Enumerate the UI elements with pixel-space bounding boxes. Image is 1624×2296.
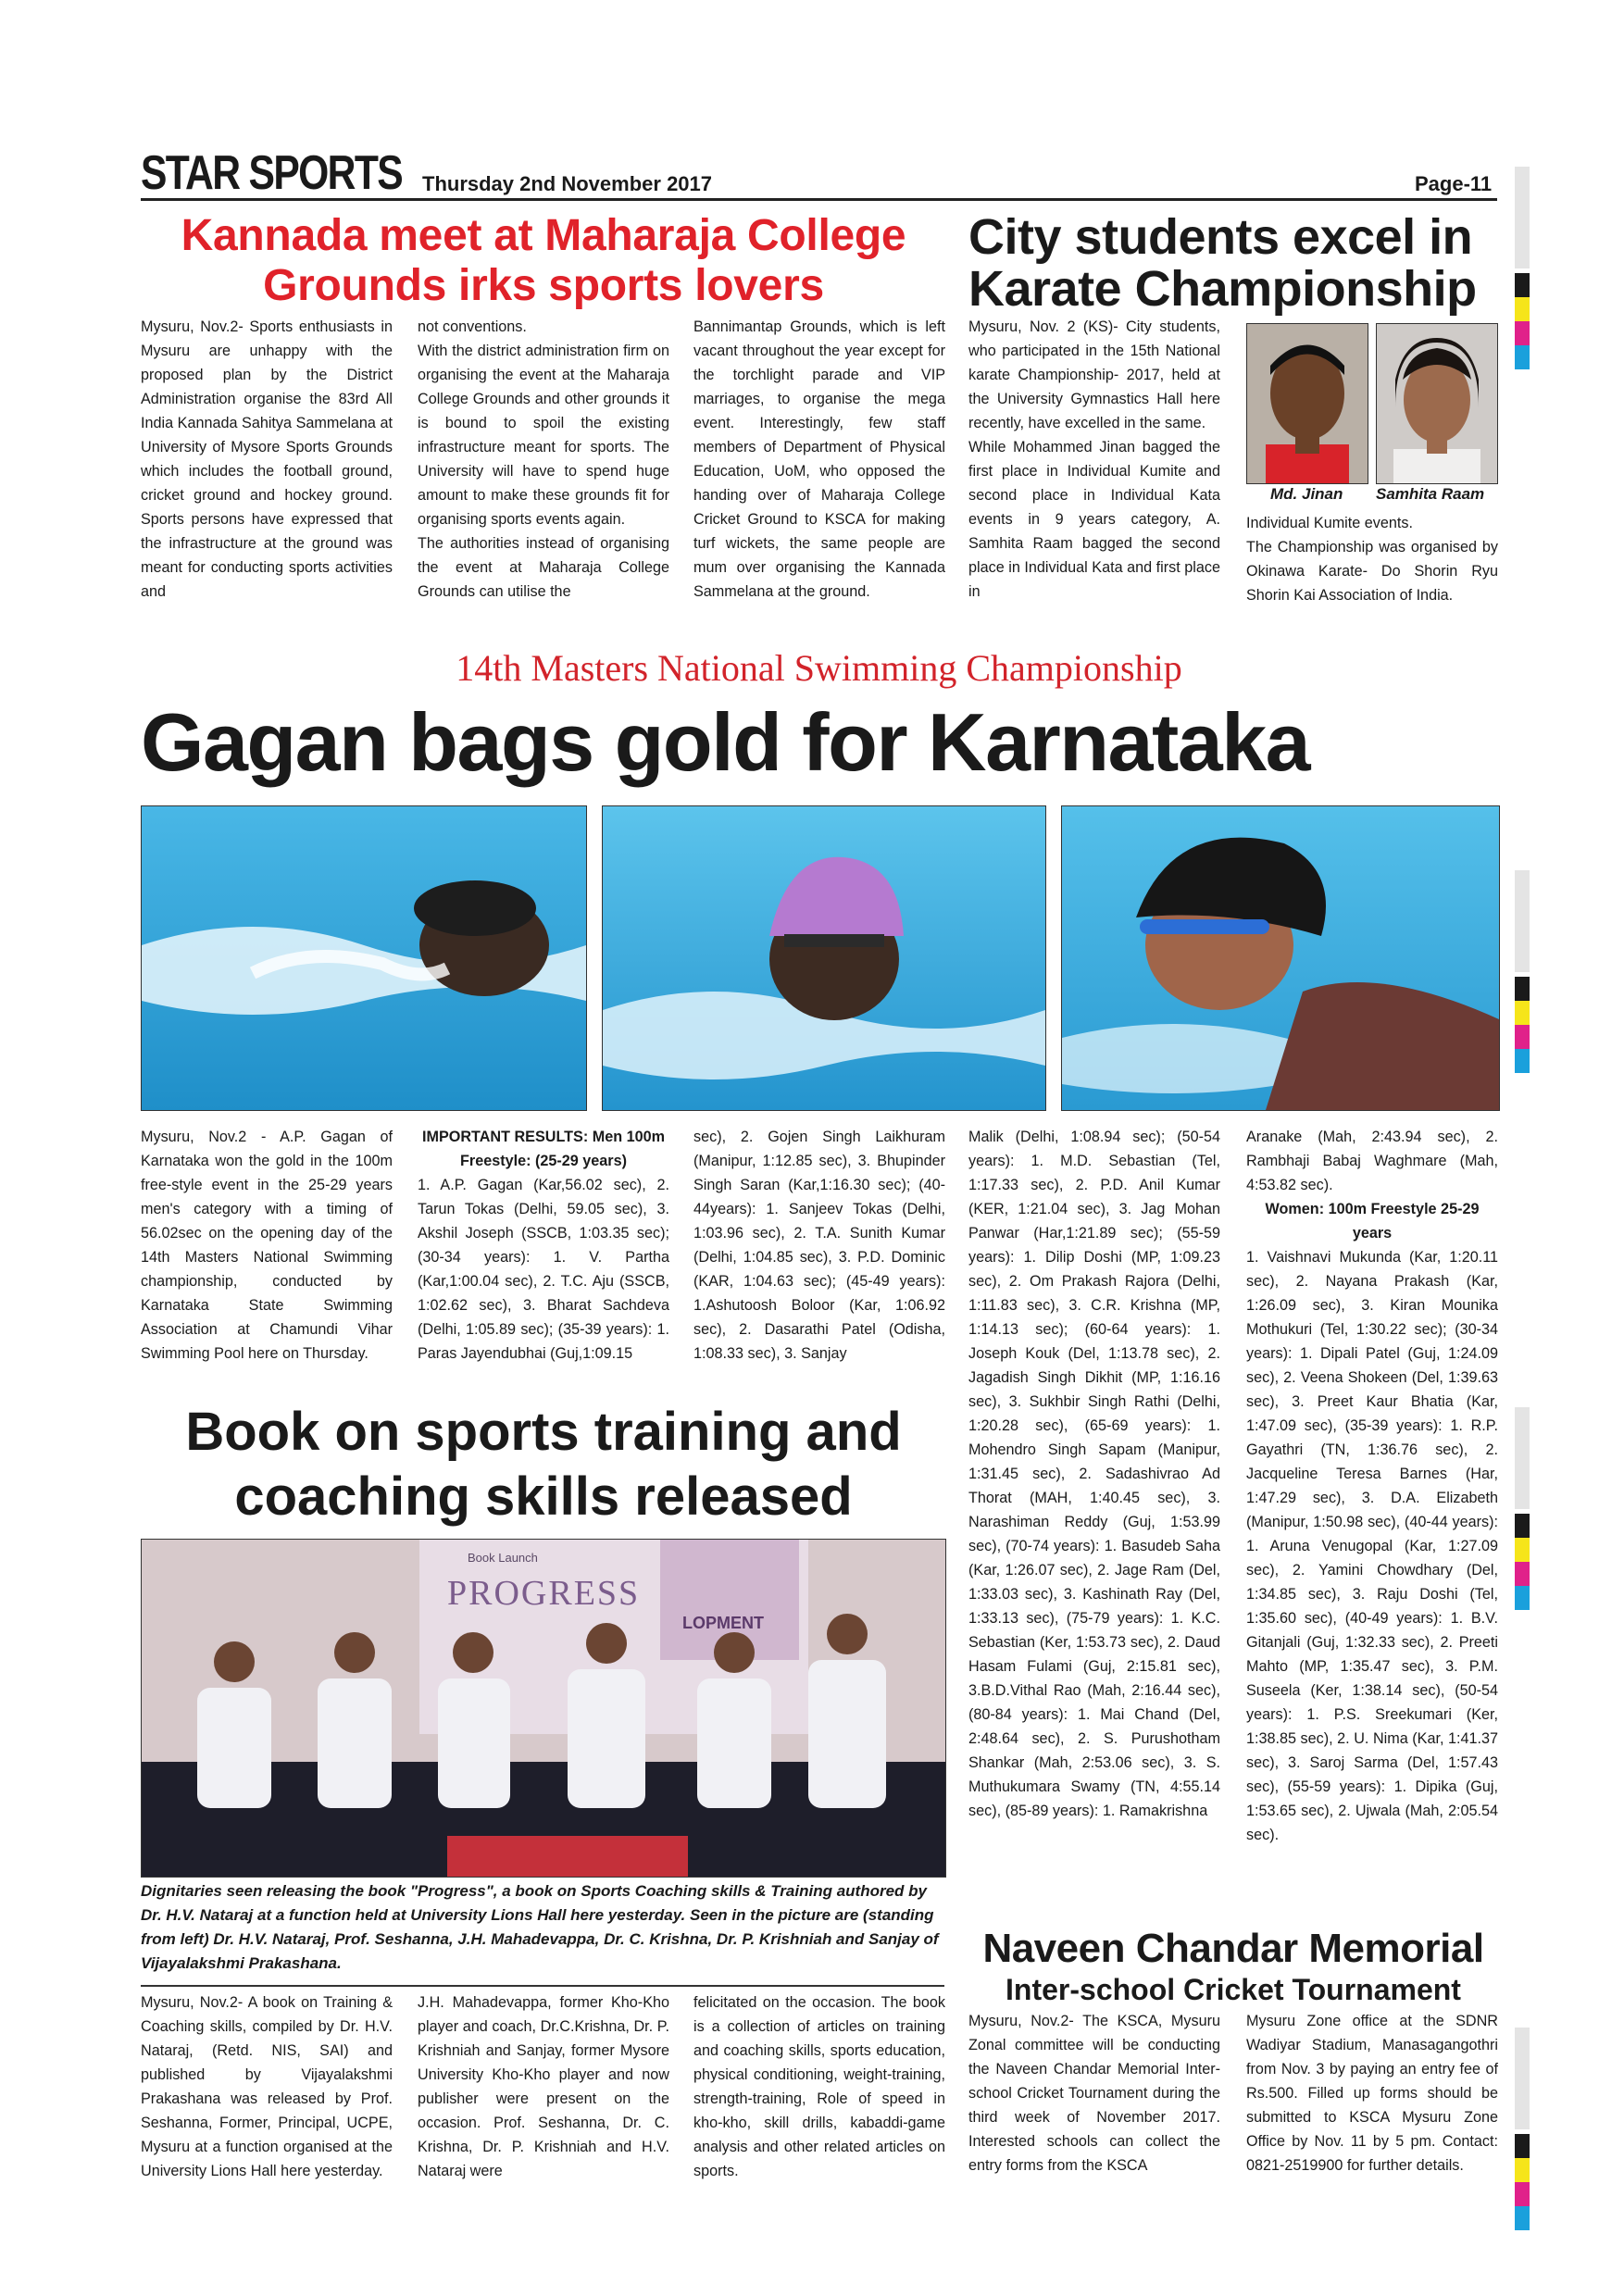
portrait-samhita-raam: [1376, 323, 1498, 484]
article-gagan-col4: Malik (Delhi, 1:08.94 sec); (50-54 years): 1. M.D. Sebastian (Tel, 1:17.33 sec), 2. P.D. Anil Kumar (KER, 1:21.04 sec), 3. Jag Mohan Panwar (Har,1:21.89 sec); (55-59 years): 1. Dilip Doshi (MP, 1:09.23 sec), 2. Om Prakash Rajora (Delhi, 1:11.83 sec), 3. C.R. Krishna (MP, 1:14.13 sec); (60-64 years): 1. Joseph Kouk (Del, 1:13.78 sec), 2. Jagadish Singh Dikhit (MP, 1:16.16 sec), 3. Sukhbir Singh Rathi (Delhi, 1:20.28 sec), (65-69 years): 1. Mohendro Singh Sapam (Manipur, 1:31.45 sec), 2. Sadashivrao Ad Thorat (MAH, 1:40.45 sec), 3. Narashiman Reddy (Guj, 1:53.99 sec), (70-74 years): 1. Basudeb Saha (Kar, 1:26.07 sec), 2. Jage Ram (Del, 1:33.03 sec), 3. Kashinath Ray (Del, 1:33.13 sec), (75-79 years): 1. K.C. Sebastian (Ker, 1:53.73 sec), 2. Daud Hasam Fulami (Guj, 2:15.81 sec), 3.B.D.Vithal Rao (Mah, 2:16.44 sec), (80-84 years): 1. Mai Chand (Del, 2:48.64 sec), 2. S. Purushotham Shankar (Mah, 2:53.06 sec), 3. S. Muthukumara Swamy (TN, 4:55.14 sec), (85-89 years): 1. Ramakrishna: [968, 1129, 1220, 1819]
article-book: [141, 1400, 946, 1529]
results-men-part1: 1. A.P. Gagan (Kar,56.02 sec), 2. Tarun Tokas (Delhi, 59.05 sec), 3. Akshil Joseph (SSCB, 1:03.35 sec); (30-34 years): 1. V. Partha (Kar,1:00.04 sec), 2. T.C. Aju (SSCB, 1:02.62 sec), 3. Bharat Sachdeva (Delhi, 1:05.89 sec); (35-39 years): 1. Paras Jayendubhai (Guj,1:09.15: [418, 1177, 669, 1362]
color-bar-3: [1515, 1514, 1530, 1610]
banner-launch-text: Book Launch: [468, 1551, 538, 1565]
article-karate-col2: Individual Kumite events. The Championship was organised by Okinawa Karate- Do Shorin Ryu Shorin Kai Association of India.: [1246, 515, 1498, 604]
portrait-md-jinan: [1246, 323, 1368, 484]
headline-kannada-meet-line2: Grounds irks sports lovers: [263, 261, 824, 310]
headline-book-line1: Book on sports training and: [185, 1402, 902, 1462]
results-heading-men: IMPORTANT RESULTS: Men 100m Freestyle: (25-29 years): [421, 1129, 666, 1169]
results-men-final: Aranake (Mah, 2:43.94 sec), 2. Rambhaji Babaj Waghmare (Mah, 4:53.82 sec).: [1246, 1129, 1498, 1193]
headline-karate-line2: Karate Championship: [968, 261, 1477, 317]
kicker-swimming: 14th Masters National Swimming Championship: [456, 647, 1182, 689]
results-heading-women: Women: 100m Freestyle 25-29 years: [1265, 1201, 1480, 1242]
photo-swimmer-3: [1061, 805, 1500, 1111]
article-naveen-col2: Mysuru Zone office at the SDNR Wadiyar Stadium, Manasagangothri from Nov. 3 by paying an entry fee of Rs.500. Filled up forms should be submitted to KSCA Mysuru Zone Office by Nov. 11 by 5 pm. Contact: 0821-2519900 for further details.: [1246, 2013, 1498, 2174]
color-bar-2: [1515, 977, 1530, 1073]
article-book-col1: Mysuru, Nov.2- A book on Training & Coaching skills, compiled by Dr. H.V. Nataraj, (Retd. NIS, SAI) and published by Vijayalakshmi Prakashana was released by Prof. Seshanna, Former, Principal, UCPE, Mysuru at a function organised at the University Lions Hall here yesterday.: [141, 1994, 393, 2179]
page-number: Page-11: [1415, 172, 1493, 195]
photo-swimmer-2: [602, 805, 1046, 1111]
banner-development-text: LOPMENT: [682, 1614, 764, 1632]
article-naveen: [968, 1926, 1498, 2007]
article-karate-col1: Mysuru, Nov. 2 (KS)- City students, who participated in the 15th National karate Championship- 2017, held at the University Gymnastics Hall here recently, have excelled in the same. While Mohammed Jinan bagged the first place in Individual Kumite and second place in Individual Kata events in 9 years category, A. Samhita Raam bagged the second place in Individual Kata and first place in: [968, 318, 1220, 600]
article-gagan-col1: Mysuru, Nov.2 - A.P. Gagan of Karnataka won the gold in the 100m free-style event in the 25-29 years men's category with a timing of 56.02sec on the opening day of the 14th Masters National Swimming championship, conducted by Karnataka State Swimming Association at Chamundi Vihar Swimming Pool here on Thursday.: [141, 1129, 393, 1362]
results-women: 1. Vaishnavi Mukunda (Kar, 1:20.11 sec), 2. Nayana Prakash (Kar, 1:26.09 sec), 3. Kiran Mounika Mothukuri (Tel, 1:30.22 sec); (30-34 years): 1. Dipali Patel (Guj, 1:24.09 sec), 2. Veena Shokeen (Del, 1:39.63 sec), 3. Preet Kaur Bhatia (Kar, 1:47.09 sec), (35-39 years): 1. R.P. Gayathri (TN, 1:36.76 sec), 2. Jacqueline Teresa Barnes (Har, 1:47.29 sec), 3. D.A. Elizabeth (Manipur, 1:50.98 sec), (40-44 years): 1. Aruna Venugopal (Kar, 1:27.09 sec), 2. Yamini Chowdhary (Del, 1:34.85 sec), 3. Raju Doshi (Tel, 1:35.60 sec), (40-49 years): 1. B.V. Gitanjali (Guj, 1:32.33 sec), 2. Preeti Mahto (MP, 1:35.47 sec), 3. P.M. Suseela (Ker, 1:38.14 sec), (50-54 years): 1. P.S. Sreekumari (Ker, 1:38.85 sec), 2. U. Nima (Kar, 1:41.37 sec), 3. Saroj Sarma (Del, 1:57.43 sec), (55-59 years): 1. Dipika (Guj, 1:53.65 sec), 2. Ujwala (Mah, 2:05.54 sec).: [1246, 1249, 1498, 1843]
portrait-label-jinan: Md. Jinan: [1270, 485, 1343, 503]
brand-logo: STAR SPORTS: [141, 146, 403, 200]
photo-caption-book: Dignitaries seen releasing the book "Progress", a book on Sports Coaching skills & Training authored by Dr. H.V. Nataraj at a function held at University Lions Hall here yesterday. Seen in the picture are (standing from left) Dr. H.V. Nataraj, Prof. Seshanna, J.H. Mahadevappa, Dr. C. Krishna, Dr. P. Krishniah and Sanjay of Vijayalakshmi Prakashana.: [141, 1882, 939, 1972]
portrait-label-samhita: Samhita Raam: [1376, 485, 1485, 503]
banner-progress-text: PROGRESS: [447, 1574, 641, 1613]
issue-date: Thursday 2nd November 2017: [422, 172, 713, 195]
headline-naveen-line1: Naveen Chandar Memorial: [982, 1926, 1484, 1971]
photo-swimmer-1: [141, 805, 587, 1111]
margin-gray-bar-2: [1515, 870, 1530, 972]
headline-gagan: Gagan bags gold for Karnataka: [141, 696, 1310, 788]
article-book-col2: J.H. Mahadevappa, former Kho-Kho player and coach, Dr.C.Krishna, Dr. P. Krishniah and Sanjay, former Mysore University Kho-Kho player and now publisher were present on the occasion. Prof. Seshanna, Dr. C. Krishna, Dr. P. Krishniah and H.V. Nataraj were: [418, 1994, 669, 2179]
article-book-col3: felicitated on the occasion. The book is a collection of articles on training and coaching skills, sports education, physical conditioning, weight-training, strength-training, Role of speed in kho-kho, skill drills, kabaddi-game analysis and other related articles on sports.: [693, 1994, 945, 2179]
headline-karate-line1: City students excel in: [968, 209, 1473, 265]
headline-naveen-line2: Inter-school Cricket Tournament: [1006, 1973, 1461, 2006]
article-kannada-col3: Bannimantap Grounds, which is left vacant throughout the year except for the torchlight parade and VIP marriages, to organise the mega event. Interestingly, few staff members of Department of Physical Education, UoM, who opposed the handing over of Maharaja College Cricket Ground to KSCA for making turf wickets, the same people are mum over organising the Kannada Sammelana at the ground.: [693, 318, 945, 600]
article-gagan-col2: [418, 1125, 669, 1366]
article-kannada-col2: not conventions. With the district administration firm on organising the event at the Maharaja College Grounds and other grounds it is bound to spoil the existing infrastructure meant for sports. The University will have to spend huge amount to make these grounds fit for organising sports events again. The authorities instead of organising the event at Maharaja College Grounds can utilise the: [418, 318, 669, 600]
article-kannada-col1: Mysuru, Nov.2- Sports enthusiasts in Mysuru are unhappy with the proposed plan by the District Administration organise the 83rd All India Kannada Sahitya Sammelana at University of Mysore Sports Grounds which includes the football ground, cricket ground and hockey ground. Sports persons have expressed that the infrastructure at the ground was meant for conducting sports activities and: [141, 318, 393, 600]
margin-gray-bar-1: [1515, 167, 1530, 268]
article-karate: [968, 211, 1500, 315]
color-bar-4: [1515, 2134, 1530, 2230]
headline-book-line2: coaching skills released: [234, 1466, 853, 1527]
headline-kannada-meet-line1: Kannada meet at Maharaja College: [181, 211, 906, 260]
caption-rule: [141, 1985, 944, 1987]
article-kannada-meet: [141, 211, 946, 311]
color-bar-1: [1515, 273, 1530, 369]
margin-gray-bar-4: [1515, 2028, 1530, 2129]
article-gagan-col3: sec), 2. Gojen Singh Laikhuram (Manipur, 1:12.85 sec), 3. Bhupinder Singh Saran (Kar,1:16.30 sec); (40-44years): 1. Sanjeev Tokas (Delhi, 1:03.96 sec), 2. T.A. Sunith Kumar (Delhi, 1:04.85 sec), 3. P.D. Dominic (KAR, 1:04.63 sec); (45-49 years): 1.Ashutoosh Boloor (Kar, 1:06.92 sec), 2. Dasarathi Patel (Odisha, 1:08.33 sec), 3. Sanjay: [693, 1129, 945, 1362]
photo-book-launch: [141, 1539, 946, 1878]
article-naveen-col1: Mysuru, Nov.2- The KSCA, Mysuru Zonal committee will be conducting the Naveen Chandar Memorial Inter-school Cricket Tournament during the third week of November 2017. Interested schools can collect the entry forms from the KSCA: [968, 2013, 1220, 2174]
article-gagan-col5: [1246, 1125, 1498, 1847]
margin-gray-bar-3: [1515, 1407, 1530, 1509]
